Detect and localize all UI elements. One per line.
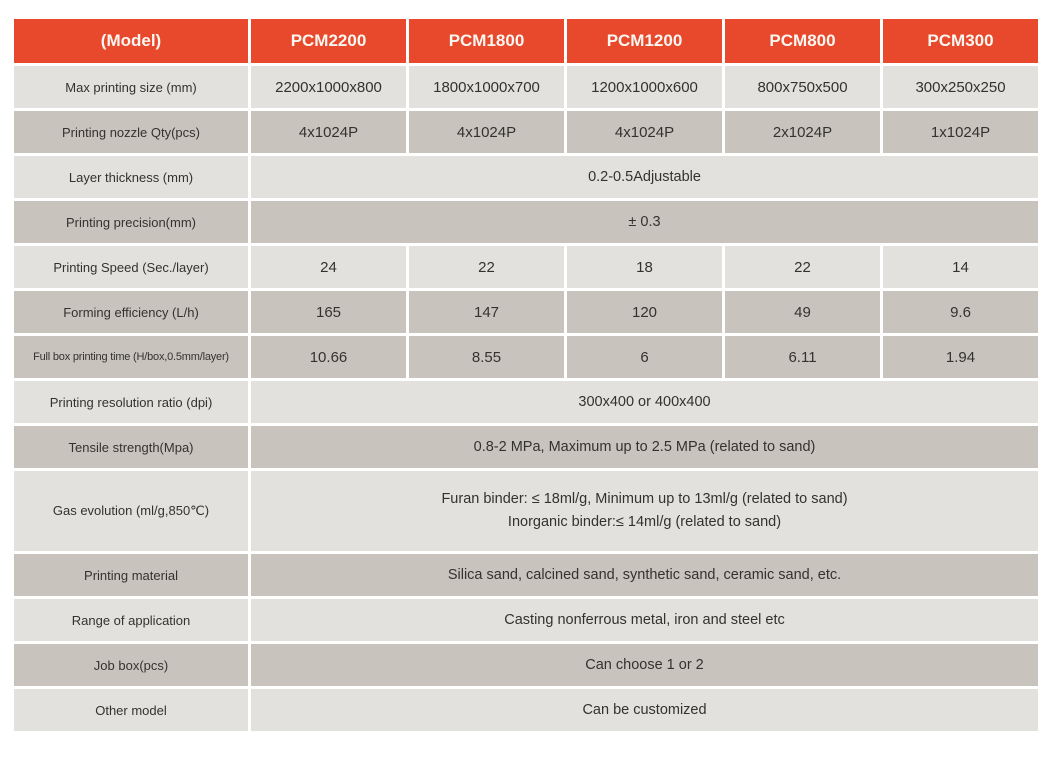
spec-value: 10.66 bbox=[251, 336, 406, 378]
table-row-printing-speed bbox=[14, 246, 1038, 288]
spec-value: 22 bbox=[409, 246, 564, 288]
table-row-max-printing-size bbox=[14, 66, 1038, 108]
gas-evolution-line-2: Inorganic binder:≤ 14ml/g (related to sand) bbox=[507, 514, 782, 530]
table-row-nozzle-qty bbox=[14, 111, 1038, 153]
row-label: Other model bbox=[14, 689, 248, 731]
row-label: Forming efficiency (L/h) bbox=[14, 291, 248, 333]
spec-value: 1.94 bbox=[883, 336, 1038, 378]
row-label: Printing resolution ratio (dpi) bbox=[14, 381, 248, 423]
merged-spec-value: ± 0.3 bbox=[251, 201, 1038, 243]
header-row bbox=[14, 19, 1038, 63]
row-label: Job box(pcs) bbox=[14, 644, 248, 686]
spec-value: 18 bbox=[567, 246, 722, 288]
column-header-pcm2200: PCM2200 bbox=[251, 19, 406, 63]
spec-value: 4x1024P bbox=[567, 111, 722, 153]
column-header-pcm1800: PCM1800 bbox=[409, 19, 564, 63]
table-row-forming-efficiency bbox=[14, 291, 1038, 333]
row-label: Max printing size (mm) bbox=[14, 66, 248, 108]
row-label: Layer thickness (mm) bbox=[14, 156, 248, 198]
spec-value: 9.6 bbox=[883, 291, 1038, 333]
merged-spec-value: Can be customized bbox=[251, 689, 1038, 731]
table-row-gas-evolution bbox=[14, 471, 1038, 551]
spec-value: 14 bbox=[883, 246, 1038, 288]
spec-value: 800x750x500 bbox=[725, 66, 880, 108]
spec-value: 1800x1000x700 bbox=[409, 66, 564, 108]
table-row-layer-thickness bbox=[14, 156, 1038, 198]
spec-value: 6 bbox=[567, 336, 722, 378]
spec-value: 22 bbox=[725, 246, 880, 288]
merged-spec-value: 0.2-0.5Adjustable bbox=[251, 156, 1038, 198]
merged-spec-value: 0.8-2 MPa, Maximum up to 2.5 MPa (related to sand) bbox=[251, 426, 1038, 468]
merged-spec-value: Can choose 1 or 2 bbox=[251, 644, 1038, 686]
column-header-pcm800: PCM800 bbox=[725, 19, 880, 63]
table-row-printing-precision bbox=[14, 201, 1038, 243]
merged-spec-value bbox=[251, 471, 1038, 551]
spec-value: 8.55 bbox=[409, 336, 564, 378]
spec-table bbox=[11, 16, 1041, 734]
table-row-full-box-printing-time bbox=[14, 336, 1038, 378]
spec-value: 300x250x250 bbox=[883, 66, 1038, 108]
row-label: Range of application bbox=[14, 599, 248, 641]
spec-value: 120 bbox=[567, 291, 722, 333]
row-label: Printing material bbox=[14, 554, 248, 596]
merged-spec-value: 300x400 or 400x400 bbox=[251, 381, 1038, 423]
table-row-printing-material bbox=[14, 554, 1038, 596]
row-label: Printing Speed (Sec./layer) bbox=[14, 246, 248, 288]
spec-value: 1x1024P bbox=[883, 111, 1038, 153]
table-row-other-model bbox=[14, 689, 1038, 731]
merged-spec-value: Casting nonferrous metal, iron and steel etc bbox=[251, 599, 1038, 641]
spec-value: 49 bbox=[725, 291, 880, 333]
row-label: Full box printing time (H/box,0.5mm/layer) bbox=[14, 336, 248, 378]
column-header-model: (Model) bbox=[14, 19, 248, 63]
table-row-tensile-strength bbox=[14, 426, 1038, 468]
row-label: Printing precision(mm) bbox=[14, 201, 248, 243]
spec-value: 1200x1000x600 bbox=[567, 66, 722, 108]
spec-value: 4x1024P bbox=[409, 111, 564, 153]
spec-value: 6.11 bbox=[725, 336, 880, 378]
row-label: Gas evolution (ml/g,850℃) bbox=[14, 471, 248, 551]
gas-evolution-line-1: Furan binder: ≤ 18ml/g, Minimum up to 13ml/g (related to sand) bbox=[441, 490, 848, 507]
spec-value: 24 bbox=[251, 246, 406, 288]
merged-spec-value: Silica sand, calcined sand, synthetic sand, ceramic sand, etc. bbox=[251, 554, 1038, 596]
table-row-job-box bbox=[14, 644, 1038, 686]
spec-value: 165 bbox=[251, 291, 406, 333]
spec-value: 147 bbox=[409, 291, 564, 333]
table-row-range-of-application bbox=[14, 599, 1038, 641]
column-header-pcm1200: PCM1200 bbox=[567, 19, 722, 63]
spec-value: 4x1024P bbox=[251, 111, 406, 153]
spec-value: 2x1024P bbox=[725, 111, 880, 153]
row-label: Tensile strength(Mpa) bbox=[14, 426, 248, 468]
row-label: Printing nozzle Qty(pcs) bbox=[14, 111, 248, 153]
table-row-resolution-ratio bbox=[14, 381, 1038, 423]
column-header-pcm300: PCM300 bbox=[883, 19, 1038, 63]
spec-value: 2200x1000x800 bbox=[251, 66, 406, 108]
